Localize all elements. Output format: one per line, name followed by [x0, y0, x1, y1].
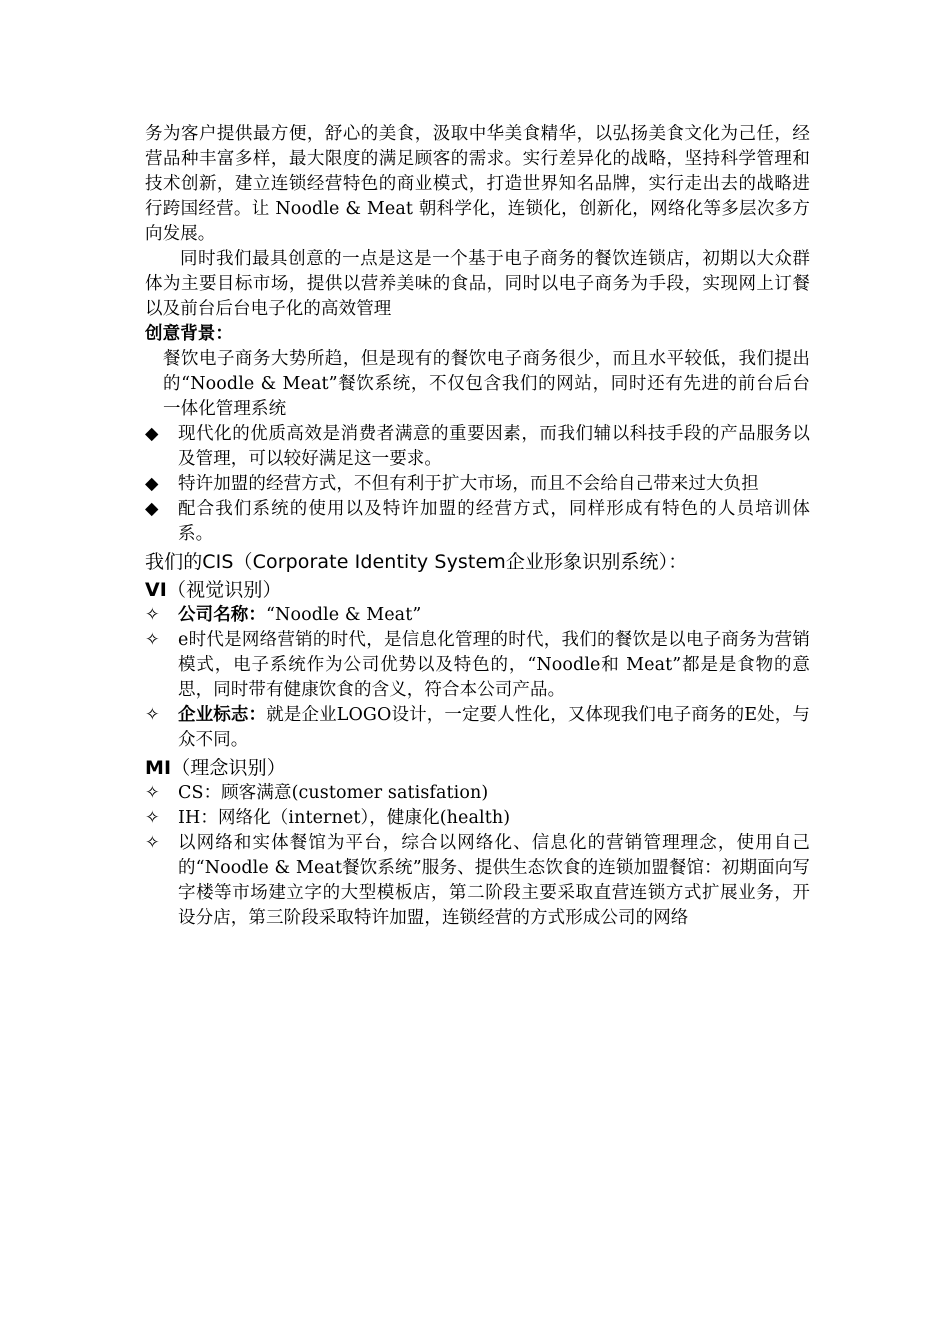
list-item — [145, 806, 810, 831]
list-item — [145, 603, 810, 628]
list-item-text: e时代是网络营销的时代，是信息化管理的时代，我们的餐饮是以电子商务为营销模式，电子系统作为公司优势以及特色的，“Noodle和 Meat”都是是食物的意思，同时带有健康饮食的含义，符合本公司产品。 — [178, 630, 810, 700]
list-item — [145, 703, 810, 753]
vi-list — [145, 603, 810, 753]
list-item — [145, 422, 810, 472]
list-item-text: CS：顾客满意(customer satisfation) — [178, 783, 489, 803]
list-item-text: 以网络和实体餐馆为平台，综合以网络化、信息化的营销管理理念，使用自己的“Noodle & Meat餐饮系统”服务、提供生态饮食的连锁加盟餐馆：初期面向写字楼等市场建立字的大型模板店，第二阶段主要采取直营连锁方式扩展业务，开设分店，第三阶段采取特许加盟，连锁经营的方式形成公司的网络 — [178, 833, 810, 928]
list-item — [145, 831, 810, 931]
list-item-text: IH：网络化（internet），健康化(health) — [178, 808, 511, 828]
mi-heading — [145, 755, 810, 781]
star-bullet-icon: ✧ — [145, 833, 160, 853]
list-item — [145, 628, 810, 703]
list-item — [145, 472, 810, 497]
diamond-bullet-icon: ◆ — [145, 474, 159, 494]
list-item — [145, 497, 810, 547]
intro-paragraph-2: 同时我们最具创意的一点是这是一个基于电子商务的餐饮连锁店，初期以大众群体为主要目标市场，提供以营养美味的食品，同时以电子商务为手段，实现网上订餐以及前台后台电子化的高效管理 — [145, 249, 810, 319]
background-bullet-list — [145, 422, 810, 547]
list-item-text: 特许加盟的经营方式，不但有利于扩大市场，而且不会给自己带来过大负担 — [178, 474, 759, 494]
list-item-text: 现代化的优质高效是消费者满意的重要因素，而我们辅以科技手段的产品服务以及管理，可以较好满足这一要求。 — [178, 424, 810, 469]
logo-label: 企业标志： — [178, 705, 267, 725]
background-text: 餐饮电子商务大势所趋，但是现有的餐饮电子商务很少，而且水平较低，我们提出的“Noodle & Meat”餐饮系统，不仅包含我们的网站，同时还有先进的前台后台一体化管理系统 — [163, 349, 810, 419]
document-body — [145, 122, 810, 931]
list-item — [145, 781, 810, 806]
vi-heading-text: （视觉识别） — [166, 579, 282, 601]
company-name-value: “Noodle & Meat” — [266, 605, 422, 625]
mi-list — [145, 781, 810, 931]
star-bullet-icon: ✧ — [145, 630, 160, 650]
background-heading: 创意背景： — [145, 324, 233, 344]
list-item-text: 配合我们系统的使用以及特许加盟的经营方式，同样形成有特色的人员培训体系。 — [178, 499, 810, 544]
diamond-bullet-icon: ◆ — [145, 424, 159, 444]
mi-heading-abbr: MI — [145, 757, 172, 779]
vi-heading — [145, 577, 810, 603]
intro-paragraph-1: 务为客户提供最方便，舒心的美食，汲取中华美食精华，以弘扬美食文化为己任，经营品种丰富多样，最大限度的满足顾客的需求。实行差异化的战略，坚持科学管理和技术创新，建立连锁经营特色的商业模式，打造世界知名品牌，实行走出去的战略进行跨国经营。让 Noodle & Meat 朝科学化，连锁化，创新化，网络化等多层次多方向发展。 — [145, 124, 810, 244]
mi-heading-text: （理念识别） — [171, 757, 286, 779]
star-bullet-icon: ✧ — [145, 808, 160, 828]
star-bullet-icon: ✧ — [145, 783, 160, 803]
company-name-label: 公司名称： — [178, 605, 266, 625]
cis-heading: 我们的CIS（Corporate Identity System企业形象识别系统）： — [145, 551, 688, 573]
vi-heading-abbr: VI — [145, 579, 167, 601]
diamond-bullet-icon: ◆ — [145, 499, 159, 519]
star-bullet-icon: ✧ — [145, 605, 160, 625]
logo-text: 就是企业LOGO设计，一定要人性化，又体现我们电子商务的E处，与众不同。 — [178, 705, 810, 750]
star-bullet-icon: ✧ — [145, 705, 160, 725]
